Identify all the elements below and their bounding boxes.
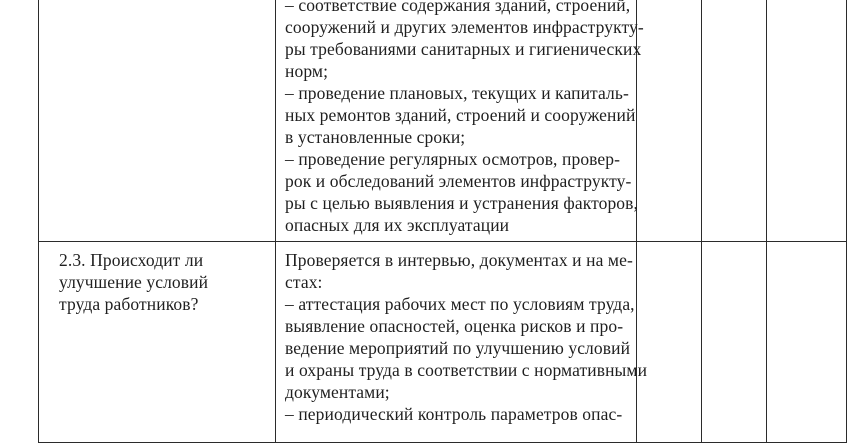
details-line: в установленные сроки; [285,127,466,147]
details-line: сооружений и других элементов инфраструкту- [285,17,644,37]
mark-cell [702,0,767,242]
notes-cell [767,242,847,443]
question-line: улучшение условий [59,272,209,292]
details-cell [276,242,648,443]
details-line: и охраны труда в соответствии с нормативными [285,360,648,380]
details-line: – проведение плановых, текущих и капиталь- [285,83,629,103]
details-text [276,242,648,425]
details-line: опасных для их эксплуатации [285,215,510,235]
details-line: документами; [285,382,390,402]
table-row [39,0,847,242]
details-line: – соответствие содержания зданий, строений, [285,0,631,15]
details-line: выявление опасностей, оценка рисков и про- [285,316,624,336]
question-cell [39,242,276,443]
question-line: труда работников? [59,294,199,314]
mark-cell [637,0,702,242]
details-line: – аттестация рабочих мест по условиям труда, [285,294,635,314]
question-cell [39,0,276,242]
details-line: – проведение регулярных осмотров, провер- [285,149,621,169]
details-line: норм; [285,61,329,81]
table-row [39,242,847,443]
details-line: ведение мероприятий по улучшению условий [285,338,631,358]
checklist-table [38,0,847,443]
details-line: рок и обследований элементов инфраструкту- [285,171,632,191]
mark-cell [702,242,767,443]
details-line: ных ремонтов зданий, строений и сооружений [285,105,636,125]
question-line: 2.3. Происходит ли [59,250,204,270]
details-text [276,0,644,236]
notes-cell [767,0,847,242]
question-text [39,242,275,315]
details-line: ры требованиями санитарных и гигиенических [285,39,642,59]
details-line: ры с целью выявления и устранения факторов, [285,193,638,213]
details-line: Проверяется в интервью, документах и на ме- [285,250,633,270]
details-cell [276,0,644,242]
mark-cell [637,242,702,443]
details-line: стах: [285,272,323,292]
details-line: – периодический контроль параметров опас- [285,404,623,424]
